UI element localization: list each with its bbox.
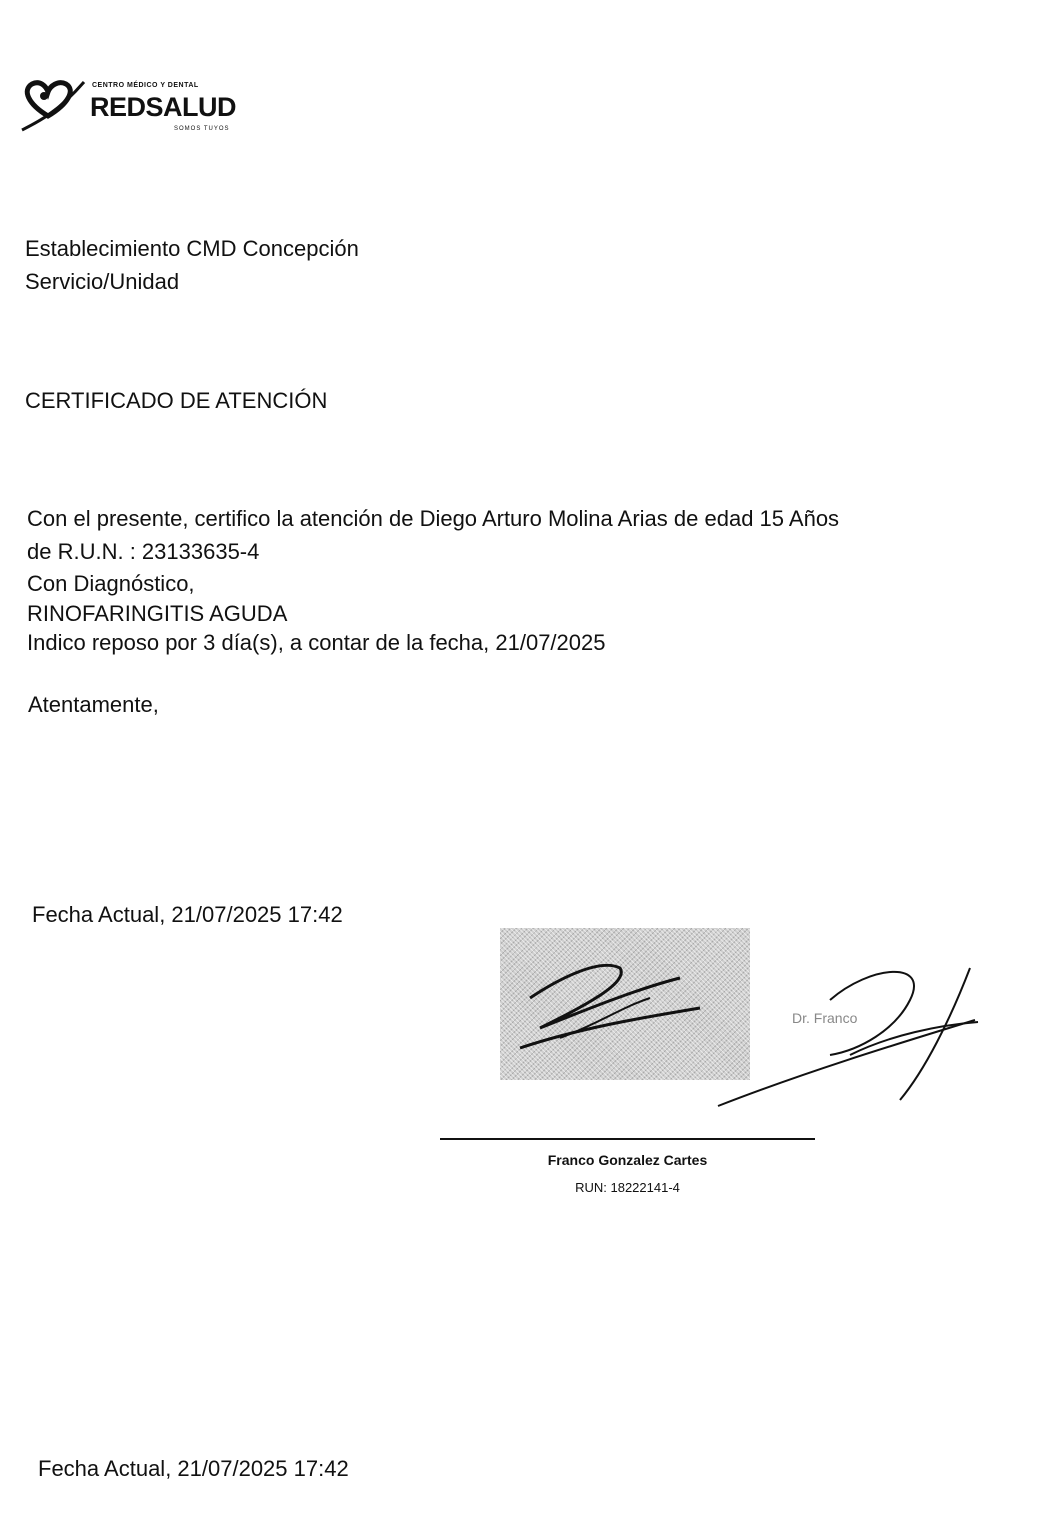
stamp-doctor-text: Dr. Franco — [792, 1010, 858, 1026]
doctor-name: Franco Gonzalez Cartes — [547, 1152, 708, 1168]
heart-logo-icon — [18, 74, 88, 136]
body-diagnosis-label: Con Diagnóstico, — [27, 571, 195, 596]
establishment-name: Establecimiento CMD Concepción — [25, 236, 359, 261]
body-patient-line: Con el presente, certifico la atención de Diego Arturo Molina Arias de edad 15 Años — [27, 506, 840, 531]
current-date-2: Fecha Actual, 21/07/2025 17:42 — [38, 1456, 349, 1481]
signature-line — [440, 1138, 815, 1140]
current-date-1: Fecha Actual, 21/07/2025 17:42 — [32, 902, 343, 927]
closing: Atentamente, — [28, 692, 159, 717]
redsalud-logo — [18, 70, 258, 140]
body-run-line: de R.U.N. : 23133635-4 — [27, 539, 260, 564]
handwritten-signature — [710, 960, 1010, 1110]
body-diagnosis: RINOFARINGITIS AGUDA — [27, 601, 288, 626]
service-unit: Servicio/Unidad — [25, 269, 180, 294]
logo-brand: REDSALUD — [90, 92, 237, 122]
doctor-run: RUN: 18222141-4 — [575, 1180, 680, 1195]
logo-tagline: SOMOS TUYOS — [174, 126, 230, 132]
body-rest-line: Indico reposo por 3 día(s), a contar de la fecha, 21/07/2025 — [27, 630, 606, 655]
certificate-title: CERTIFICADO DE ATENCIÓN — [25, 388, 328, 413]
logo-subtitle: CENTRO MÉDICO Y DENTAL — [92, 82, 199, 89]
